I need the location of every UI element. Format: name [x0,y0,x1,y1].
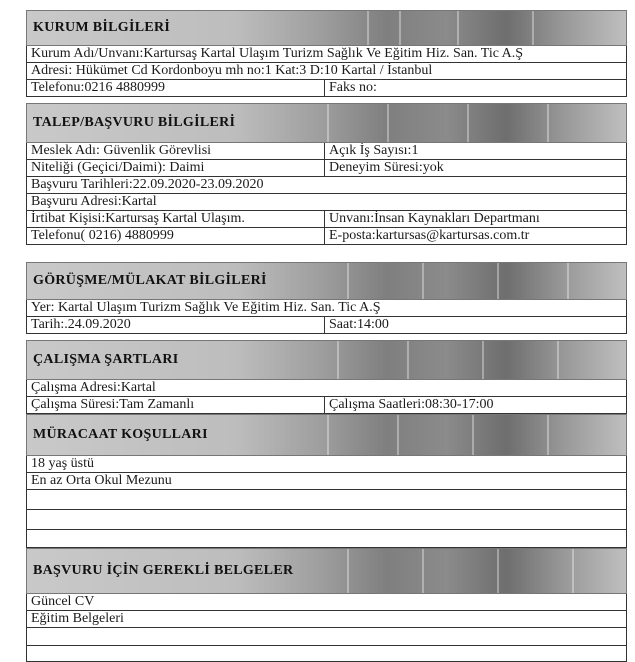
document-item: Eğitim Belgeleri [31,611,124,626]
table-row [26,317,627,334]
empty-row [26,628,627,646]
institution-address: Adresi: Hükümet Cd Kordonboyu mh no:1 Kat:3 D:10 Kartal / İstanbul [31,63,433,78]
section-title: ÇALIŞMA ŞARTLARI [33,352,179,367]
work-address: Çalışma Adresi:Kartal [31,380,156,395]
application-address: Başvuru Adresi:Kartal [31,194,157,209]
empty-row [26,646,627,662]
interview-place: Yer: Kartal Ulaşım Turizm Sağlık Ve Eğitim Hiz. San. Tic A.Ş [31,300,381,315]
experience: Deneyim Süresi:yok [324,160,625,176]
section-title: MÜRACAAT KOŞULLARI [33,427,208,442]
list-item [26,611,627,628]
section-header-conditions [26,340,627,380]
document-item: Güncel CV [31,594,95,609]
institution-phone: Telefonu:0216 4880999 [31,80,165,95]
interview-time: Saat:14:00 [324,317,625,333]
section-title: KURUM BİLGİLERİ [33,20,171,35]
table-row [26,300,627,317]
contact-title: Unvanı:İnsan Kaynakları Departmanı [324,211,625,227]
table-row [26,160,627,177]
section-title: BAŞVURU İÇİN GEREKLİ BELGELER [33,563,294,578]
section-title: TALEP/BAŞVURU BİLGİLERİ [33,115,236,130]
requirement-item: 18 yaş üstü [31,456,94,471]
empty-row [26,490,627,510]
table-row [26,177,627,194]
empty-row [26,510,627,530]
table-row [26,380,627,397]
list-item [26,594,627,611]
institution-fax: Faks no: [324,80,625,96]
table-row [26,63,627,80]
requirement-item: En az Orta Okul Mezunu [31,473,172,488]
work-hours: Çalışma Saatleri:08:30-17:00 [324,397,625,413]
contact-phone: Telefonu( 0216) 4880999 [31,228,174,243]
table-row [26,397,627,414]
table-row [26,46,627,63]
table-row [26,143,627,160]
section-title: GÖRÜŞME/MÜLAKAT BİLGİLERİ [33,273,267,288]
table-row [26,228,627,245]
open-positions: Açık İş Sayısı:1 [324,143,625,159]
section-header-institution [26,10,627,46]
contact-person: İrtibat Kişisi:Kartursaş Kartal Ulaşım. [31,211,245,226]
list-item [26,473,627,490]
table-row [26,194,627,211]
work-duration: Çalışma Süresi:Tam Zamanlı [31,397,195,412]
application-dates: Başvuru Tarihleri:22.09.2020-23.09.2020 [31,177,264,192]
table-row [26,211,627,228]
section-header-documents [26,548,627,594]
interview-date: Tarih:.24.09.2020 [31,317,131,332]
institution-name: Kurum Adı/Unvanı:Kartursaş Kartal Ulaşım Turizm Sağlık Ve Eğitim Hiz. San. Tic A.Ş [31,46,524,61]
section-header-interview [26,262,627,300]
employment-nature: Niteliği (Geçici/Daimi): Daimi [31,160,205,175]
list-item [26,456,627,473]
section-header-application [26,103,627,143]
empty-row [26,530,627,548]
occupation: Meslek Adı: Güvenlik Görevlisi [31,143,212,158]
contact-email: E-posta:kartursas@kartursas.com.tr [324,228,625,244]
table-row [26,80,627,97]
section-header-requirements [26,414,627,456]
